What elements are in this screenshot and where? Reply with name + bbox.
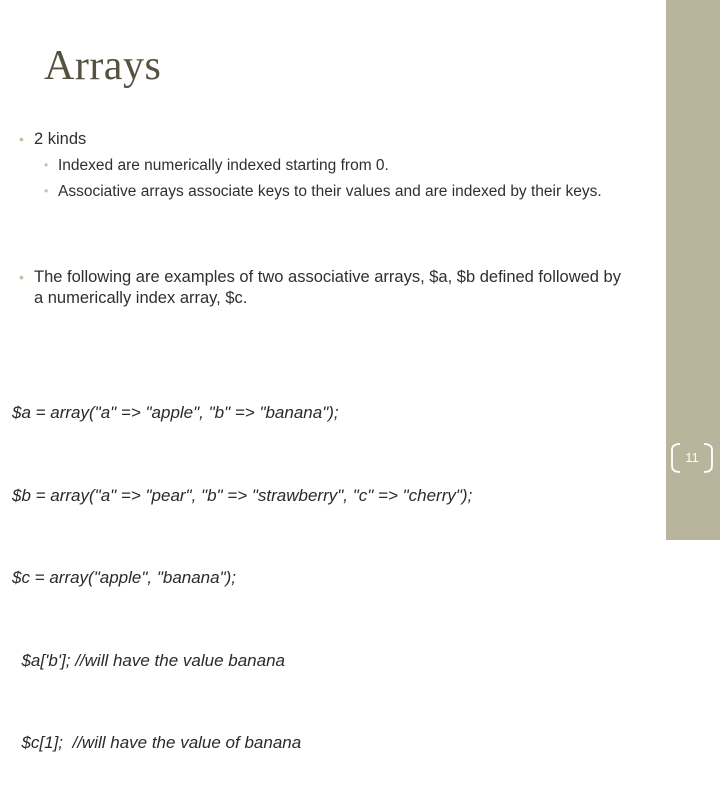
bullet-text: The following are examples of two associative arrays, $a, $b defined followed by a numerically index array, $c.: [34, 268, 621, 307]
bullet-text: Indexed are numerically indexed starting from 0.: [58, 157, 389, 174]
bullet-marker: •: [44, 158, 49, 172]
code-block: [12, 344, 472, 812]
bullet-level1: [19, 129, 87, 150]
bullet-text: 2 kinds: [34, 130, 87, 148]
page-number-badge: [668, 441, 716, 475]
code-line: $b = array("a" => "pear", "b" => "strawberry", "c" => "cherry");: [12, 485, 473, 505]
code-line: $c = array("apple", "banana");: [12, 568, 237, 587]
code-line: $c[1]; //will have the value of banana: [12, 733, 302, 752]
code-line: $a['b']; //will have the value banana: [12, 650, 286, 670]
page-number: 11: [685, 450, 699, 465]
bullet-level2: [44, 155, 389, 176]
code-line: $a = array("a" => "apple", "b" => "banana");: [12, 403, 339, 422]
bullet-marker: •: [19, 131, 24, 147]
bullet-level1: [19, 267, 634, 309]
bullet-text: Associative arrays associate keys to their values and are indexed by their keys.: [58, 183, 602, 200]
bullet-marker: •: [19, 269, 24, 285]
slide-title: Arrays: [44, 43, 162, 89]
bullet-marker: •: [44, 184, 49, 198]
bullet-level2: [44, 181, 648, 202]
